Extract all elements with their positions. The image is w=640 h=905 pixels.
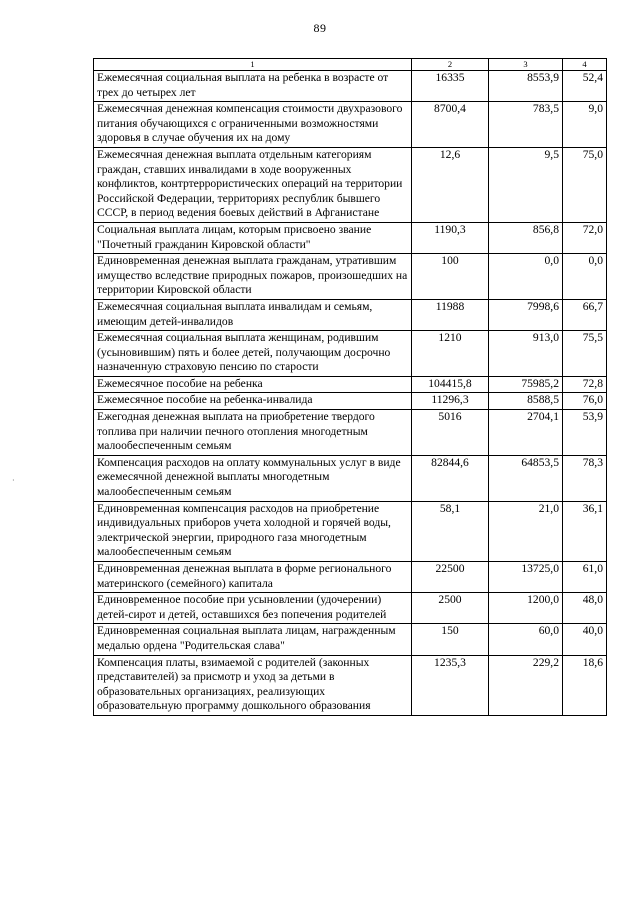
row-value-col2: 8700,4	[412, 102, 489, 148]
table-row	[94, 562, 607, 593]
row-value-col3: 1200,0	[489, 593, 563, 624]
row-value-col2: 1210	[412, 331, 489, 377]
row-value-col2: 1235,3	[412, 655, 489, 715]
table-row	[94, 376, 607, 393]
row-value-col3: 229,2	[489, 655, 563, 715]
row-name-cell: Социальная выплата лицам, которым присвоено звание "Почетный гражданин Кировской области"	[94, 222, 412, 253]
table-row	[94, 624, 607, 655]
header-row	[94, 59, 607, 71]
row-value-col4: 78,3	[563, 455, 607, 501]
margin-mark: ·	[12, 476, 15, 485]
row-value-col3: 2704,1	[489, 410, 563, 456]
row-value-col4: 66,7	[563, 299, 607, 330]
row-value-col2: 1190,3	[412, 222, 489, 253]
page-number: 89	[313, 21, 327, 35]
table-row	[94, 410, 607, 456]
row-value-col3: 21,0	[489, 501, 563, 561]
row-value-col4: 48,0	[563, 593, 607, 624]
row-name-cell: Ежемесячная денежная компенсация стоимости двухразового питания обучающихся с ограниченными возможностями здоровья в случае обучения их на дому	[94, 102, 412, 148]
row-value-col4: 36,1	[563, 501, 607, 561]
table-row	[94, 593, 607, 624]
row-value-col3: 64853,5	[489, 455, 563, 501]
column-header-1: 1	[94, 59, 412, 71]
row-name-cell: Ежемесячная социальная выплата женщинам, родившим (усыновившим) пять и более детей, получающим досрочно назначенную страховую пенсию по старости	[94, 331, 412, 377]
row-value-col4: 76,0	[563, 393, 607, 410]
row-name-cell: Ежемесячное пособие на ребенка-инвалида	[94, 393, 412, 410]
row-value-col2: 12,6	[412, 147, 489, 222]
row-name-cell: Единовременная социальная выплата лицам, награжденным медалью ордена "Родительская слава"	[94, 624, 412, 655]
row-value-col2: 150	[412, 624, 489, 655]
row-value-col4: 72,0	[563, 222, 607, 253]
row-name-cell: Единовременная компенсация расходов на приобретение индивидуальных приборов учета холодной и горячей воды, электрической энергии, природного газа многодетным малообеспеченным семьям	[94, 501, 412, 561]
row-value-col3: 913,0	[489, 331, 563, 377]
row-name-cell: Единовременная денежная выплата гражданам, утратившим имущество вследствие природных пожаров, произошедших на территории Кировской области	[94, 254, 412, 300]
row-value-col2: 16335	[412, 71, 489, 102]
row-value-col4: 53,9	[563, 410, 607, 456]
row-value-col3: 75985,2	[489, 376, 563, 393]
row-value-col4: 61,0	[563, 562, 607, 593]
row-value-col4: 75,5	[563, 331, 607, 377]
column-header-2: 2	[412, 59, 489, 71]
column-header-3: 3	[489, 59, 563, 71]
row-value-col2: 82844,6	[412, 455, 489, 501]
row-name-cell: Ежегодная денежная выплата на приобретение твердого топлива при наличии печного отопления многодетным малообеспеченным семьям	[94, 410, 412, 456]
row-value-col3: 9,5	[489, 147, 563, 222]
table-row	[94, 501, 607, 561]
row-name-cell: Ежемесячное пособие на ребенка	[94, 376, 412, 393]
row-value-col3: 8553,9	[489, 71, 563, 102]
row-value-col4: 72,8	[563, 376, 607, 393]
table-row	[94, 299, 607, 330]
row-value-col2: 100	[412, 254, 489, 300]
table-row	[94, 393, 607, 410]
data-table	[93, 58, 607, 716]
row-name-cell: Единовременное пособие при усыновлении (удочерении) детей-сирот и детей, оставшихся без попечения родителей	[94, 593, 412, 624]
table-row	[94, 254, 607, 300]
table-row	[94, 331, 607, 377]
row-value-col2: 22500	[412, 562, 489, 593]
row-value-col4: 18,6	[563, 655, 607, 715]
row-value-col3: 8588,5	[489, 393, 563, 410]
row-value-col4: 40,0	[563, 624, 607, 655]
row-name-cell: Ежемесячная денежная выплата отдельным категориям граждан, ставших инвалидами в ходе вооруженных конфликтов, контртеррористических операций на территории Российской Федерации, территориях республик бывшего СССР, в период ведения боевых действий в Афганистане	[94, 147, 412, 222]
row-value-col3: 856,8	[489, 222, 563, 253]
table-row	[94, 102, 607, 148]
column-header-4: 4	[563, 59, 607, 71]
table-row	[94, 71, 607, 102]
row-value-col4: 52,4	[563, 71, 607, 102]
row-value-col2: 11296,3	[412, 393, 489, 410]
row-name-cell: Ежемесячная социальная выплата инвалидам и семьям, имеющим детей-инвалидов	[94, 299, 412, 330]
row-name-cell: Ежемесячная социальная выплата на ребенка в возрасте от трех до четырех лет	[94, 71, 412, 102]
table-row	[94, 222, 607, 253]
row-name-cell: Единовременная денежная выплата в форме регионального материнского (семейного) капитала	[94, 562, 412, 593]
table-row	[94, 655, 607, 715]
row-value-col4: 75,0	[563, 147, 607, 222]
row-value-col2: 5016	[412, 410, 489, 456]
table-row	[94, 455, 607, 501]
row-value-col4: 0,0	[563, 254, 607, 300]
table-row	[94, 147, 607, 222]
table-body	[94, 71, 607, 716]
row-value-col3: 13725,0	[489, 562, 563, 593]
row-value-col2: 104415,8	[412, 376, 489, 393]
row-value-col2: 58,1	[412, 501, 489, 561]
row-value-col4: 9,0	[563, 102, 607, 148]
row-value-col2: 2500	[412, 593, 489, 624]
row-value-col3: 0,0	[489, 254, 563, 300]
row-value-col3: 783,5	[489, 102, 563, 148]
row-name-cell: Компенсация расходов на оплату коммунальных услуг в виде ежемесячной денежной выплаты многодетным малообеспеченным семьям	[94, 455, 412, 501]
row-value-col2: 11988	[412, 299, 489, 330]
row-value-col3: 60,0	[489, 624, 563, 655]
row-value-col3: 7998,6	[489, 299, 563, 330]
row-name-cell: Компенсация платы, взимаемой с родителей (законных представителей) за присмотр и уход за детьми в образовательных организациях, реализующих образовательную программу дошкольного образования	[94, 655, 412, 715]
